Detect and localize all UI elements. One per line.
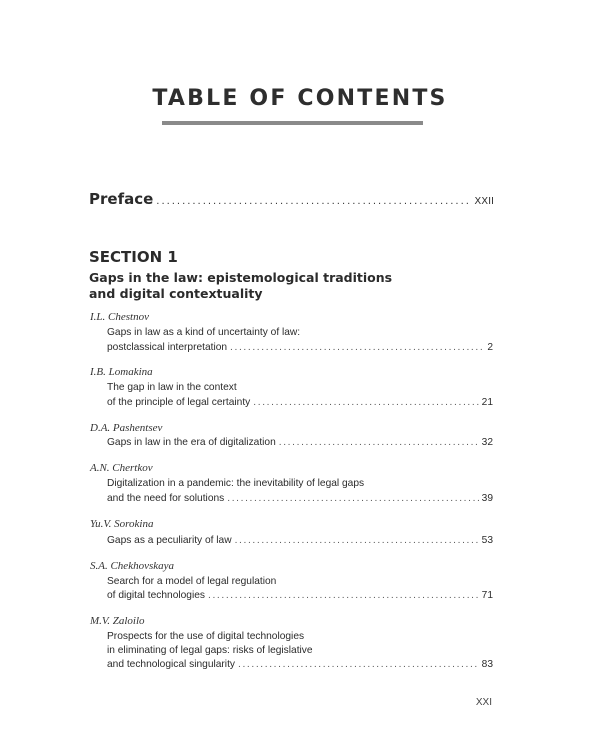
section-subtitle-line: Gaps in the law: epistemological traditions [89, 270, 393, 285]
entry-title-line: Digitalization in a pandemic: the inevitability of legal gaps [107, 478, 365, 489]
entry-title-line: Gaps in law as a kind of uncertainty of law: [107, 327, 301, 338]
entry-title-line: of the principle of legal certainty [107, 397, 251, 408]
entry-title-line: Search for a model of legal regulation [107, 576, 277, 587]
entry-author: D.A. Pashentsev [90, 422, 163, 434]
preface-label: Preface [89, 190, 154, 208]
dot-leader [208, 590, 479, 601]
toc-entry-line [107, 342, 493, 353]
entry-page: 71 [481, 590, 493, 601]
entry-title-line: of digital technologies [107, 590, 205, 601]
footer-page-number: XXI [475, 697, 492, 708]
entry-author: M.V. Zaloilo [90, 615, 145, 627]
section-subtitle [89, 270, 429, 302]
toc-entry-line [107, 437, 493, 448]
entry-title-line: postclassical interpretation [107, 342, 228, 353]
page-title: TABLE OF CONTENTS [152, 86, 448, 111]
toc-entry-line [107, 590, 493, 601]
dot-leader [253, 397, 478, 408]
title-underline [162, 121, 423, 125]
entry-title-line: in eliminating of legal gaps: risks of legislative [107, 645, 313, 656]
toc-entry-line [107, 397, 493, 408]
dot-leader [230, 342, 482, 353]
entry-page: 39 [481, 493, 493, 504]
entry-title-line: and the need for solutions [107, 493, 225, 504]
entry-author: A.N. Chertkov [90, 462, 153, 474]
dot-leader [235, 535, 479, 546]
toc-entry-preface [89, 190, 494, 208]
entry-page: 21 [481, 397, 493, 408]
entry-page: 83 [481, 659, 493, 670]
entry-author: I.L. Chestnov [90, 311, 149, 323]
dot-leader [156, 196, 471, 207]
dot-leader [238, 659, 479, 670]
entry-title-line: Gaps in law in the era of digitalization [107, 437, 276, 448]
entry-page: 2 [487, 342, 493, 353]
entry-title-line: The gap in law in the context [107, 382, 237, 393]
dot-leader [279, 437, 479, 448]
section-heading: SECTION 1 [89, 248, 178, 266]
entry-page: 53 [481, 535, 493, 546]
entry-author: Yu.V. Sorokina [90, 518, 154, 530]
toc-entry-line [107, 535, 493, 546]
entry-author: S.A. Chekhovskaya [90, 560, 174, 572]
entry-page: 32 [481, 437, 493, 448]
toc-entry-line [107, 493, 493, 504]
entry-author: I.B. Lomakina [90, 366, 153, 378]
entry-title-line: and technological singularity [107, 659, 235, 670]
entry-title-line: Gaps as a peculiarity of law [107, 535, 232, 546]
entry-title-line: Prospects for the use of digital technologies [107, 631, 305, 642]
section-subtitle-line: and digital contextuality [89, 286, 263, 301]
dot-leader [227, 493, 478, 504]
preface-page: XXII [474, 196, 494, 207]
toc-entry-line [107, 659, 493, 670]
